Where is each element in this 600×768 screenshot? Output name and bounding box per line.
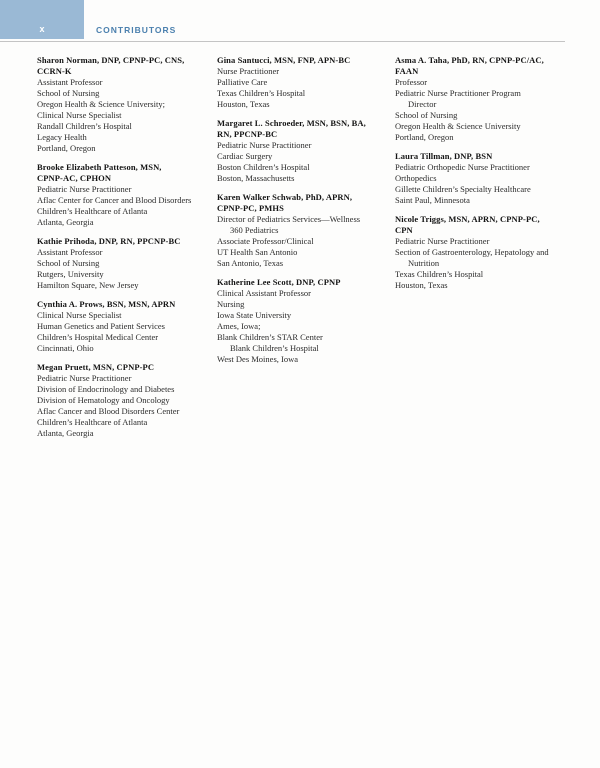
contributor-detail-line: Assistant Professor [37,77,103,87]
contributor-entry [37,162,207,228]
contributor-detail-line: Clinical Nurse Specialist [37,310,122,320]
contributors-column-1 [37,55,207,447]
contributor-detail-line: Director [408,99,437,109]
contributor-name-line: Megan Pruett, MSN, CPNP-PC [37,362,155,372]
contributor-detail-line: Nursing [217,299,245,309]
contributor-detail-line: Texas Children’s Hospital [395,269,484,279]
contributor-name-line: CPNP-AC, CPHON [37,173,112,183]
contributor-detail-line: Pediatric Nurse Practitioner [395,236,490,246]
contributor-detail-line: Pediatric Nurse Practitioner [37,184,132,194]
page-number-box [0,0,84,39]
contributor-detail-line: Section of Gastroenterology, Hepatology and [395,247,549,257]
contributor-detail-line: Blank Children’s Hospital [230,343,319,353]
contributor-detail-line: Saint Paul, Minnesota [395,195,470,205]
contributor-entry [37,299,207,354]
contributor-name-line: Katherine Lee Scott, DNP, CPNP [217,277,341,287]
contributors-column-2 [217,55,387,373]
contributor-detail-line: Associate Professor/Clinical [217,236,314,246]
contributor-detail-line: West Des Moines, Iowa [217,354,298,364]
contributor-name-line: Karen Walker Schwab, PhD, APRN, [217,192,353,202]
contributor-detail-line: Division of Endocrinology and Diabetes [37,384,175,394]
contributor-detail-line: Portland, Oregon [395,132,454,142]
contributor-detail-line: Aflac Center for Cancer and Blood Disorders [37,195,192,205]
contributor-detail-line: Cardiac Surgery [217,151,273,161]
contributor-entry [217,118,387,184]
contributor-detail-line: Assistant Professor [37,247,103,257]
contributor-name-line: CCRN-K [37,66,72,76]
contributor-detail-line: Blank Children’s STAR Center [217,332,323,342]
contributor-name-line: Kathie Prihoda, DNP, RN, PPCNP-BC [37,236,181,246]
contributor-detail-line: Nutrition [408,258,440,268]
contributor-detail-line: Children’s Healthcare of Atlanta [37,206,148,216]
contributor-detail-line: Pediatric Nurse Practitioner [37,373,132,383]
contributor-detail-line: Gillette Children’s Specialty Healthcare [395,184,531,194]
contributor-detail-line: Portland, Oregon [37,143,96,153]
contributor-detail-line: School of Nursing [395,110,458,120]
contributor-detail-line: Clinical Nurse Specialist [37,110,122,120]
contributor-detail-line: Division of Hematology and Oncology [37,395,170,405]
contributor-entry [395,214,573,291]
contributor-detail-line: Clinical Assistant Professor [217,288,311,298]
contributor-detail-line: Professor [395,77,428,87]
contributor-detail-line: Atlanta, Georgia [37,428,94,438]
contributor-name-line: RN, PPCNP-BC [217,129,278,139]
contributor-detail-line: Pediatric Nurse Practitioner [217,140,312,150]
contributor-detail-line: Nurse Practitioner [217,66,280,76]
contributor-name-line: Sharon Norman, DNP, CPNP-PC, CNS, [37,55,185,65]
page-number: x [39,24,45,34]
contributor-detail-line: Atlanta, Georgia [37,217,94,227]
contributor-detail-line: UT Health San Antonio [217,247,298,257]
contributor-entry [395,151,573,206]
contributor-detail-line: School of Nursing [37,88,100,98]
contributor-name-line: FAAN [395,66,419,76]
contributor-name-line: Cynthia A. Prows, BSN, MSN, APRN [37,299,176,309]
contributors-column-3 [395,55,573,299]
contributor-name-line: Margaret L. Schroeder, MSN, BSN, BA, [217,118,366,128]
contributor-entry [37,236,207,291]
contributor-detail-line: Orthopedics [395,173,437,183]
contributor-detail-line: Pediatric Nurse Practitioner Program [395,88,521,98]
contributor-detail-line: Iowa State University [217,310,292,320]
contributor-detail-line: Randall Children’s Hospital [37,121,132,131]
contributor-name-line: Gina Santucci, MSN, FNP, APN-BC [217,55,351,65]
contributor-detail-line: Aflac Cancer and Blood Disorders Center [37,406,180,416]
contributor-name-line: Asma A. Taha, PhD, RN, CPNP-PC/AC, [395,55,544,65]
contributor-detail-line: Houston, Texas [395,280,448,290]
contributor-entry [217,55,387,110]
contributor-detail-line: Rutgers, University [37,269,104,279]
contributor-detail-line: Boston Children’s Hospital [217,162,310,172]
contributor-detail-line: San Antonio, Texas [217,258,284,268]
contributor-detail-line: Human Genetics and Patient Services [37,321,165,331]
contributor-name-line: CPN [395,225,413,235]
contributor-name-line: Laura Tillman, DNP, BSN [395,151,493,161]
contributor-detail-line: Children’s Hospital Medical Center [37,332,159,342]
contributor-detail-line: Texas Children’s Hospital [217,88,306,98]
contributor-detail-line: Palliative Care [217,77,268,87]
contributor-detail-line: Cincinnati, Ohio [37,343,94,353]
contributor-detail-line: Children’s Healthcare of Atlanta [37,417,148,427]
contributor-entry [37,362,207,439]
contributor-name-line: Nicole Triggs, MSN, APRN, CPNP-PC, [395,214,540,224]
contributor-entry [217,277,387,365]
page-header-title: CONTRIBUTORS [96,25,177,35]
contributor-detail-line: Director of Pediatrics Services—Wellness [217,214,361,224]
contributor-detail-line: Pediatric Orthopedic Nurse Practitioner [395,162,530,172]
contributor-detail-line: Oregon Health & Science University; [37,99,165,109]
contributor-detail-line: Legacy Health [37,132,87,142]
contributor-entry [37,55,207,154]
contributor-detail-line: Oregon Health & Science University [395,121,521,131]
contributor-detail-line: Ames, Iowa; [217,321,261,331]
contributor-detail-line: Houston, Texas [217,99,270,109]
header-rule-divider [0,41,565,42]
contributor-entry [217,192,387,269]
contributor-name-line: Brooke Elizabeth Patteson, MSN, [37,162,162,172]
contributor-name-line: CPNP-PC, PMHS [217,203,284,213]
contributor-detail-line: School of Nursing [37,258,100,268]
contributor-entry [395,55,573,143]
contributor-detail-line: 360 Pediatrics [230,225,279,235]
contributor-detail-line: Boston, Massachusetts [217,173,295,183]
contributor-detail-line: Hamilton Square, New Jersey [37,280,139,290]
